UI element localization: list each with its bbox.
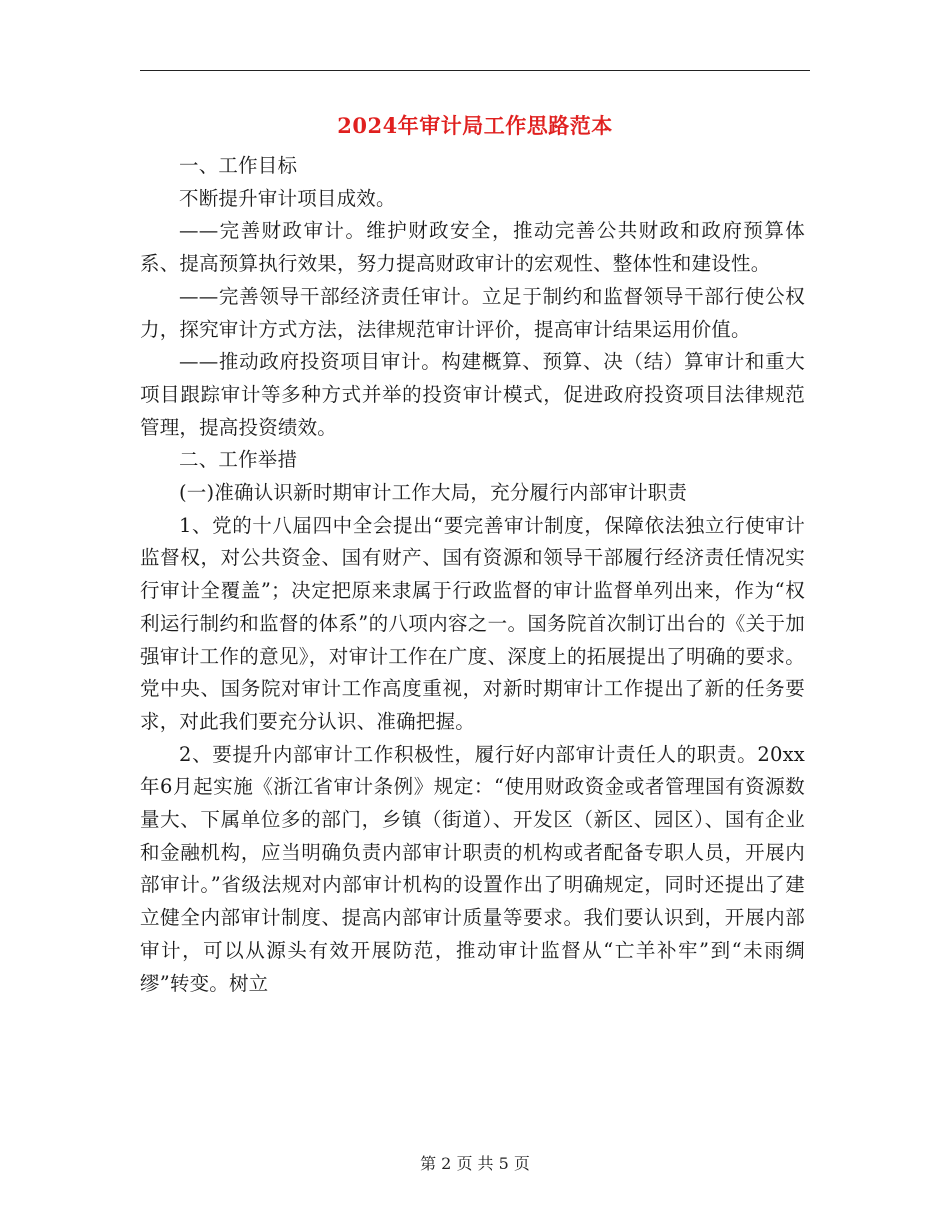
subsection-heading-1: (一)准确认识新时期审计工作大局，充分履行内部审计职责 (179, 481, 688, 505)
paragraph-investment-audit: ——推动政府投资项目审计。构建概算、预算、决（结）算审计和重大项目跟踪审计等多种方式并举的投资审计模式，促进政府投资项目法律规范管理，提高投资绩效。 (140, 350, 805, 439)
page-footer: 第 2 页 共 5 页 (420, 1154, 530, 1173)
header-rule (140, 70, 810, 71)
section-heading-goals: 一、工作目标 (179, 154, 298, 177)
document-body (140, 150, 805, 1000)
paragraph-leader-audit: ——完善领导干部经济责任审计。立足于制约和监督领导干部行使公权力，探究审计方式方法，法律规范审计评价，提高审计结果运用价值。 (140, 284, 805, 341)
document-title: 2024年审计局工作思路范本 (337, 113, 613, 138)
paragraph-fiscal-audit: ——完善财政审计。维护财政安全，推动完善公共财政和政府预算体系、提高预算执行效果，努力提高财政审计的宏观性、整体性和建设性。 (140, 219, 805, 276)
paragraph-goal-summary: 不断提升审计项目成效。 (179, 186, 396, 210)
paragraph-measure-2: 2、要提升内部审计工作积极性，履行好内部审计责任人的职责。20xx年6月起实施《浙江省审计条例》规定：“使用财政资金或者管理国有资源数量大、下属单位多的部门，乡镇（街道）、开发区（新区、园区）、国有企业和金融机构，应当明确负责内部审计职责的机构或者配备专职人员，开展内部审计。”省级法规对内部审计机构的设置作出了明确规定，同时还提出了建立健全内部审计制度、提高内部审计质量等要求。我们要认识到，开展内部审计，可以从源头有效开展防范，推动审计监督从“亡羊补牢”到“未雨绸缪”转变。树立 (140, 742, 805, 995)
paragraph-measure-1: 1、党的十八届四中全会提出“要完善审计制度，保障依法独立行使审计监督权，对公共资金、国有财产、国有资源和领导干部履行经济责任情况实行审计全覆盖”；决定把原来隶属于行政监督的审计监督单列出来，作为“权利运行制约和监督的体系”的八项内容之一。国务院首次制订出台的《关于加强审计工作的意见》，对审计工作在广度、深度上的拓展提出了明确的要求。党中央、国务院对审计工作高度重视，对新时期审计工作提出了新的任务要求，对此我们要充分认识、准确把握。 (140, 513, 805, 733)
section-heading-measures: 二、工作举措 (179, 448, 298, 472)
